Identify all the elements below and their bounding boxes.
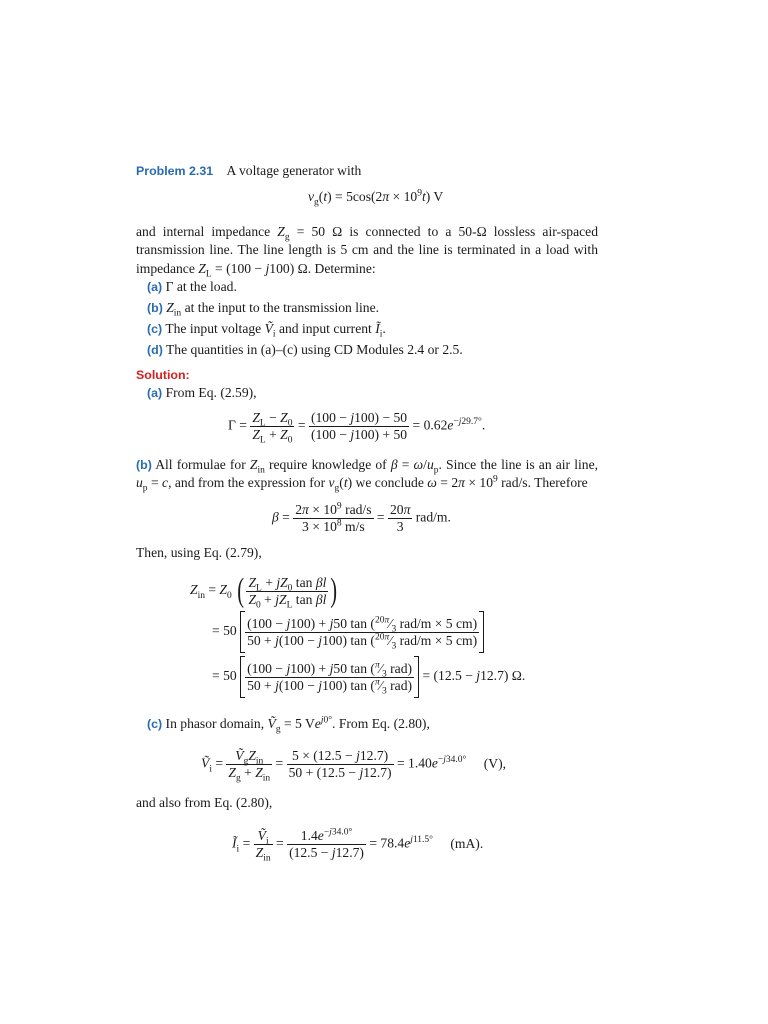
vi-frac-2: $\frac{5 \times (12.5 - j12.7)}{50 + (12.5 - j12.7)}$ [288,748,392,780]
problem-item-a [147,279,237,295]
part-a-label: (a) [147,386,163,400]
vi-frac-1: $\frac{Ṽ_gZ_{in}}{Z_g + Z_{in}}$ [228,748,271,784]
zin-equation-line-1: $Z_{in} = Z_0$ ( $\frac{Z_L + jZ_0 \tan \beta l}{Z_0 + jZ_L \tan \beta l}$ ) [190,572,338,611]
part-c-also: and also from Eq. (2.80), [136,795,273,810]
zin-frac-1: $\frac{Z_L + jZ_0 \tan \beta l}{Z_0 + jZ_L \tan \beta l}$ [248,574,327,611]
zin-equation-line-2: = 50 $\frac{(100 - j100) + j50 \tan (^{20\pi}⁄_3 rad/m \times 5 cm)}{50 + j(100 - j100) \tan (^{20\pi}⁄_3 rad/m \times 5 cm)}$ [212,611,484,653]
ii-frac-2: $\frac{1.4e^{-j34.0^\circ}}{(12.5 - j12.7)}$ [289,827,364,860]
vi-equation: Ṽ$_i$ = $\frac{Ṽ_gZ_{in}}{Z_g + Z_{in}}$ = $\frac{5 \times (12.5 - j12.7)}{50 + (12.5 - j12.7)}$ = $1.40e^{-j34.0^\circ}$ (V), [201,748,507,784]
item-c-label: (c) [147,322,163,336]
problem-item-c [147,321,386,340]
item-c-text: The input voltage Ṽ$_i$ and input current $Ĩ_i$. [165,321,386,340]
generator-equation: $v_g(t) = 5\cos(2\pi \times 10^9t)$ V [308,188,444,208]
beta-frac-1: $\frac{2\pi \times 10^9 rad/s}{3 \times 10^8 m/s}$ [295,501,372,534]
part-b-text: (b) All formulae for $Z_{in}$ require knowledge of $\beta = \omega/u_p$. Since the line is an air line, $u_p = c$, and from the expression for $v_g(t)$ we conclude $\omega = 2\pi \times 10^9$ rad/s. Therefore [136,457,598,495]
ii-equation: $Ĩ_i$ = $\frac{Ṽ_i}{Z_{in}}$ = $\frac{1.4e^{-j34.0^\circ}}{(12.5 - j12.7)}$ = $78.4e^{j11.5^\circ}$ (mA). [232,827,484,864]
gamma-equation: Γ = $\frac{Z_L - Z_0}{Z_L + Z_0}$ = $\frac{(100 - j100) - 50}{(100 - j100) + 50}$ = $0.62e^{-j29.7^\circ}$. [228,410,486,446]
beta-equation: β = $\frac{2\pi \times 10^9 rad/s}{3 \times 10^8 m/s}$ = $\frac{20\pi}{3}$ rad/m. [272,501,451,534]
part-b-label: (b) [136,458,152,472]
item-b-text: $Z_{in}$ at the input to the transmission line. [166,300,380,319]
part-b-then: Then, using Eq. (2.79), [136,545,262,560]
item-d-label: (d) [147,343,163,357]
problem-item-b [147,300,380,319]
item-a-text: Γ at the load. [165,279,237,294]
zin-frac-2: $\frac{(100 - j100) + j50 \tan (^{20\pi}⁄_3 rad/m \times 5 cm)}{50 + j(100 - j100) \tan (^{20\pi}⁄_3 rad/m \times 5 cm)}$ [247,614,478,652]
gamma-frac-2: $\frac{(100 - j100) - 50}{(100 - j100) + 50}$ [310,410,408,442]
zin-equation-line-3: = 50 $\frac{(100 - j100) + j50 \tan (^\pi⁄_3 rad)}{50 + j(100 - j100) \tan (^\pi⁄_3 rad)}$ = (12.5 − j12.7) Ω. [212,656,525,698]
item-a-label: (a) [147,280,163,294]
part-a-intro: (a) From Eq. (2.59), [147,385,257,400]
ii-frac-1: $\frac{Ṽ_i}{Z_{in}}$ [255,828,271,864]
part-c-label: (c) [147,717,163,731]
item-b-label: (b) [147,301,163,315]
beta-frac-2: $\frac{20\pi}{3}$ [389,502,411,534]
problem-item-d [147,342,463,358]
zin-result: = (12.5 − j12.7) Ω. [422,668,526,684]
problem-header [136,163,361,179]
item-d-text: The quantities in (a)–(c) using CD Modules 2.4 or 2.5. [165,342,463,357]
problem-label: Problem 2.31 [136,164,214,178]
zin-frac-3: $\frac{(100 - j100) + j50 \tan (^\pi⁄_3 rad)}{50 + j(100 - j100) \tan (^\pi⁄_3 rad)}$ [247,659,413,697]
problem-body: and internal impedance $Z_g = 50$ Ω is connected to a 50-Ω lossless air-spaced transmission line. The line length is 5 cm and the line is terminated in a load with impedance $Z_L = (100 - j100)$ Ω. Determine: [136,224,598,280]
gamma-frac-1: $\frac{Z_L - Z_0}{Z_L + Z_0}$ [252,410,293,446]
part-c-intro: (c) In phasor domain, Ṽ$_g$ = 5 $Ve^{j0^\circ}$. From Eq. (2.80), [147,715,430,735]
problem-intro: A voltage generator with [226,163,362,178]
solution-heading: Solution: [136,368,190,382]
